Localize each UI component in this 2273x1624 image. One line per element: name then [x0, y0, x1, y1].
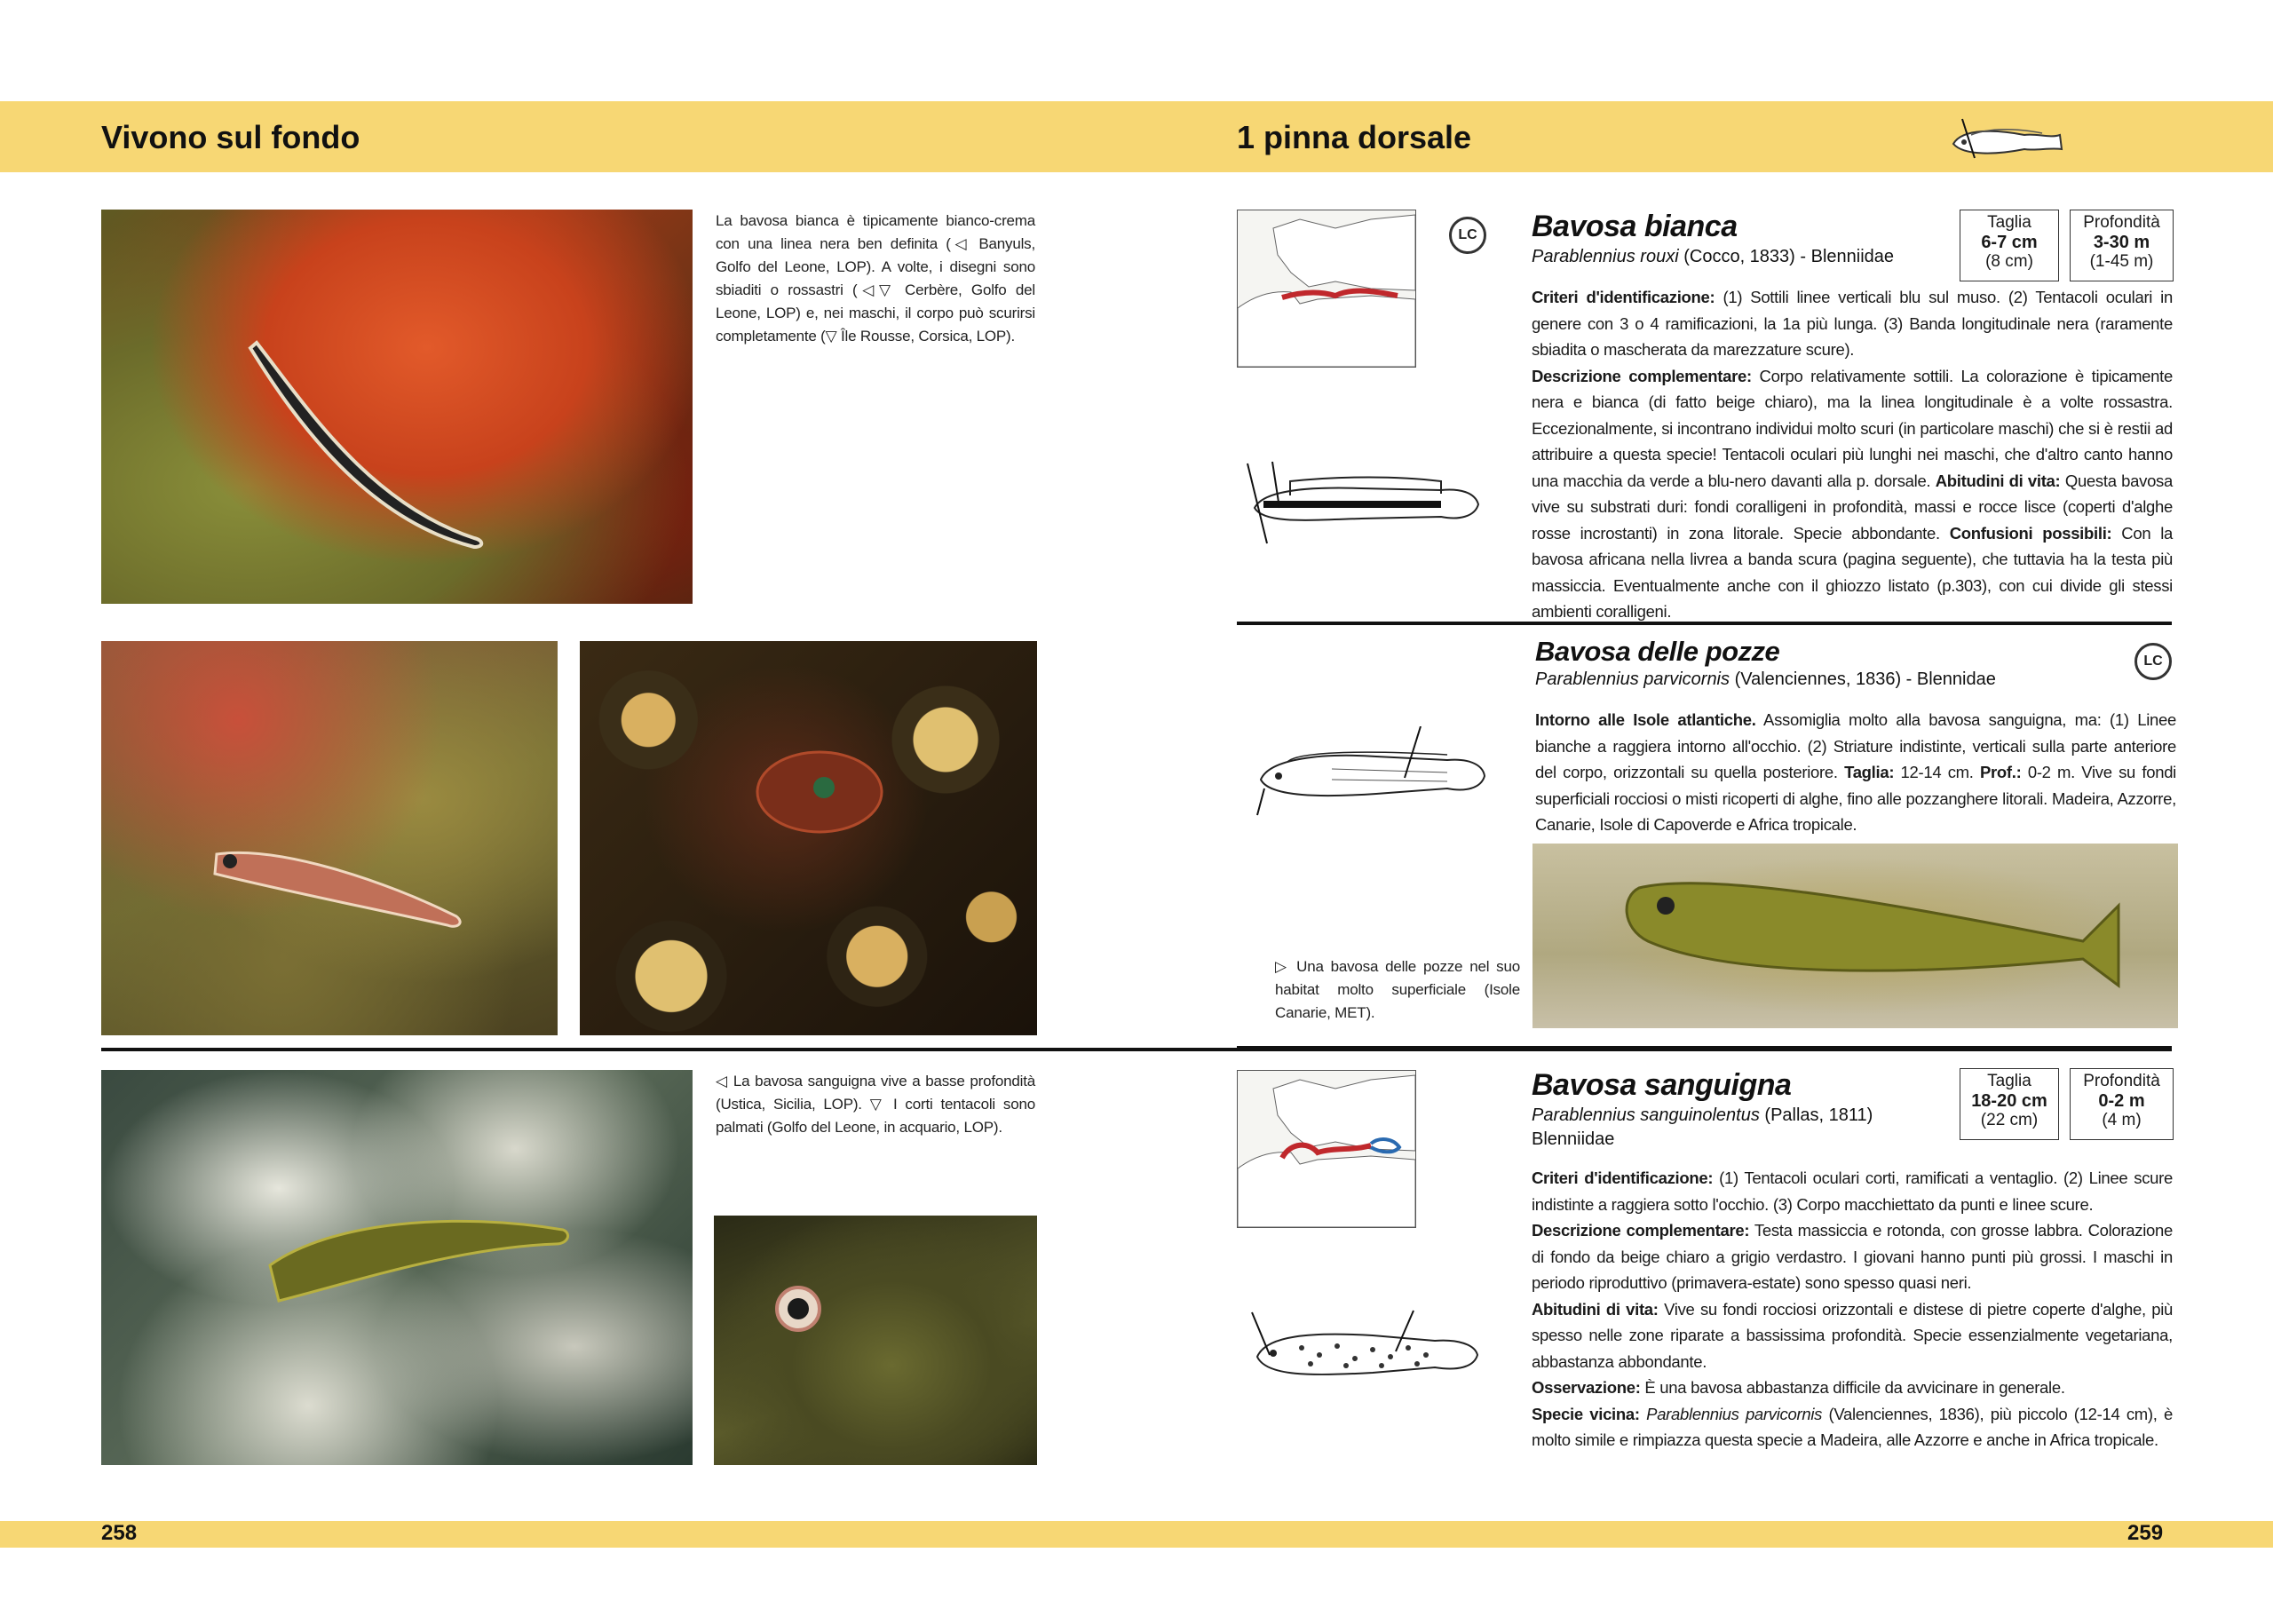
depth-label: Profondità [2083, 1072, 2160, 1090]
sci-author: (Cocco, 1833) - [1678, 247, 1811, 266]
left-section-title: Vivono sul fondo [101, 119, 360, 155]
depth-box [2070, 1068, 2174, 1140]
fish-shape-icon [101, 210, 693, 604]
habits-label: Abitudini di vita: [1532, 1299, 1659, 1319]
page-number-right: 259 [2127, 1521, 2164, 1545]
photo-bavosa-bianca-red-sponge [101, 210, 693, 604]
description-label: Descrizione complementare: [1532, 366, 1752, 385]
lc-status-badge: LC [1449, 217, 1486, 254]
sci-author: (Pallas, 1811) [1759, 1105, 1873, 1125]
description-text: Testa massiccia e rotonda, con grosse labbra. Colorazione di fondo da beige chiaro a grigio verdastro. I giovani hanno punti più grossi. I maschi in periodo riproduttivo (primavera-estate) sono spesso quasi neri. [1532, 1221, 2173, 1292]
fish-drawing-bavosa-bianca [1237, 455, 1485, 552]
fish-eye-icon [714, 1216, 1037, 1465]
species-scientific-name [1532, 247, 1894, 267]
species-description [1532, 1165, 2173, 1454]
description-label: Descrizione complementare: [1532, 1221, 1750, 1240]
related-species-text: (Valenciennes, 1836), più piccolo (12-14 cm), è molto simile e rimpiazza questa specie a Madeira, alle Azzorre e anche in Africa tropicale. [1532, 1404, 2174, 1449]
size-label: Taglia [1987, 1072, 2031, 1090]
caption-bavosa-delle-pozze: ▷ Una bavosa delle pozze nel suo habitat molto superficiale (Isole Canarie, MET). [1275, 958, 1520, 1021]
fish-shape-icon [580, 641, 1037, 1035]
depth-value: 3-30 m [2093, 233, 2150, 252]
page-number-left: 258 [101, 1521, 138, 1545]
size-max: (22 cm) [1980, 1111, 2039, 1129]
distribution-map-bavosa-sanguigna [1237, 1070, 1416, 1228]
size-label: Taglia [1987, 213, 2031, 232]
habits-label: Abitudini di vita: [1935, 471, 2061, 490]
right-section-title: 1 pinna dorsale [1237, 119, 1472, 155]
family-name: Blennidae [1916, 669, 1996, 689]
region-text: Assomiglia molto alla bavosa sanguigna, ma: (1) Linee bianche a raggiera intorno all'occhio. (2) Striature indistinte, verticali sulla parte anteriore del corpo, orizzontali su quella posteriore. [1535, 710, 2176, 781]
photo-bavosa-sanguigna-rocks [101, 1070, 693, 1465]
size-max: (8 cm) [1985, 252, 2033, 271]
size-value: 6-7 cm [1981, 233, 2038, 252]
sci-name: Parablennius rouxi [1532, 247, 1679, 266]
photo-blenny-among-corals [580, 641, 1037, 1035]
criteria-label: Criteri d'identificazione: [1532, 288, 1715, 306]
confusion-text: Con la bavosa africana nella livrea a banda scura (pagina seguente), che tuttavia ha la testa più massiccia. Eventualmente anche con il ghiozzo listato (p.303), con cui divide gli stessi ambienti coralligeni. [1532, 523, 2173, 621]
species-title: Bavosa delle pozze [1535, 636, 1780, 667]
species-title: Bavosa bianca [1532, 210, 1738, 243]
species-divider [1237, 622, 2172, 625]
related-species-label: Specie vicina: [1532, 1404, 1640, 1423]
caption-top: La bavosa bianca è tipicamente bianco-crema con una linea nera ben definita (◁ Banyuls, Golfo del Leone, LOP). A volte, i disegni sono sbiaditi o rossastri (◁▽ Cerbère, Golfo del Leone, LOP) e, nei maschi, il corpo può scurirsi completamente (▽ Île Rousse, Corsica, LOP). [716, 212, 1035, 345]
criteria-text: (1) Tentacoli oculari corti, ramificati a ventaglio. (2) Linee scure indistinte a raggiera sotto l'occhio. (3) Corpo macchiettato da punti e linee scure. [1532, 1168, 2173, 1214]
family-name: Blenniidae [1810, 247, 1895, 266]
sci-name: Parablennius parvicornis [1535, 669, 1730, 689]
footer-band [0, 1521, 2273, 1548]
criteria-label: Criteri d'identificazione: [1532, 1168, 1714, 1187]
size-text: 12-14 cm. [1894, 763, 1980, 781]
species-description [1535, 707, 2176, 838]
size-box [1960, 210, 2059, 281]
fish-drawing-bavosa-delle-pozze [1243, 726, 1492, 824]
confusion-label: Confusioni possibili: [1949, 523, 2112, 543]
family-name: Blenniidae [1532, 1129, 1615, 1149]
lc-status-badge: LC [2134, 643, 2172, 680]
habits-text: Questa bavosa vive su substrati duri: fondi coralligeni in profondità, massi e rocce lisce (coperti d'alghe rosse incrostanti) in zona litorale. Specie abbondante. [1532, 471, 2173, 543]
fish-shape-icon [101, 1070, 693, 1465]
observation-text: È una bavosa abbastanza difficile da avvicinare in generale. [1640, 1378, 2065, 1397]
fish-silhouette-icon [1944, 108, 2069, 167]
species-scientific-name [1532, 1105, 1873, 1126]
habits-text: Vive su fondi rocciosi orizzontali e distese di pietre coperte d'alghe, più spesso nelle zone riparate a bassissima profondità. Specie essenzialmente vegetariana, abbastanza abbondante. [1532, 1299, 2173, 1371]
fish-drawing-bavosa-sanguigna [1239, 1303, 1488, 1401]
photo-reef-blenny-red [101, 641, 558, 1035]
fish-shape-icon [1532, 844, 2178, 1028]
size-value: 18-20 cm [1971, 1091, 2047, 1111]
species-divider [1237, 1046, 2172, 1050]
depth-max: (1-45 m) [2089, 252, 2154, 271]
size-label: Taglia: [1844, 763, 1895, 781]
size-box [1960, 1068, 2059, 1140]
depth-max: (4 m) [2102, 1111, 2142, 1129]
depth-box [2070, 210, 2174, 281]
depth-label: Profondità [2083, 213, 2160, 232]
fish-shape-icon [101, 641, 558, 1035]
region-label: Intorno alle Isole atlantiche. [1535, 710, 1756, 729]
sci-name: Parablennius sanguinolentus [1532, 1105, 1760, 1125]
description-text: Corpo relativamente sottili. La colorazione è tipicamente nera e bianca (di fatto beige chiaro), ma la linea longitudinale è a volte rossastra. Eccezionalmente, si incontrano individui molto scuri (in particolare maschi) che si è restii ad attribuire a questa specie! Tentacoli oculari più lunghi nei maschi, che d'altro canto hanno una macchia da verde a blu-nero davanti alla p. dorsale. [1532, 366, 2173, 490]
depth-value: 0-2 m [2098, 1091, 2145, 1111]
caption-bottom: ◁ La bavosa sanguigna vive a basse profondità (Ustica, Sicilia, LOP). ▽ I corti tentacoli sono palmati (Golfo del Leone, in acquario, LOP). [716, 1073, 1035, 1136]
criteria-text: (1) Sottili linee verticali blu sul muso. (2) Tentacoli oculari in genere con 3 o 4 ramificazioni, la 1a più lunga. (3) Banda longitudinale nera (raramente sbiadita o mascherata da marezzature scure). [1532, 288, 2173, 359]
species-title: Bavosa sanguigna [1532, 1068, 1792, 1102]
depth-label: Prof.: [1979, 763, 2022, 781]
observation-label: Osservazione: [1532, 1378, 1641, 1397]
species-description [1532, 284, 2173, 625]
photo-bavosa-sanguigna-closeup [714, 1216, 1037, 1465]
related-species-sci: Parablennius parvicornis [1646, 1404, 1823, 1423]
sci-author: (Valenciennes, 1836) - [1730, 669, 1917, 689]
photo-bavosa-delle-pozze [1532, 844, 2178, 1028]
distribution-map-bavosa-bianca [1237, 210, 1416, 368]
species-scientific-name [1535, 669, 1996, 690]
depth-text: 0-2 m. Vive su fondi superficiali rocciosi o misti ricoperti di alghe, fino alle pozzanghere litorali. Madeira, Azzorre, Canarie, Isole di Capoverde e Africa tropicale. [1535, 763, 2176, 834]
